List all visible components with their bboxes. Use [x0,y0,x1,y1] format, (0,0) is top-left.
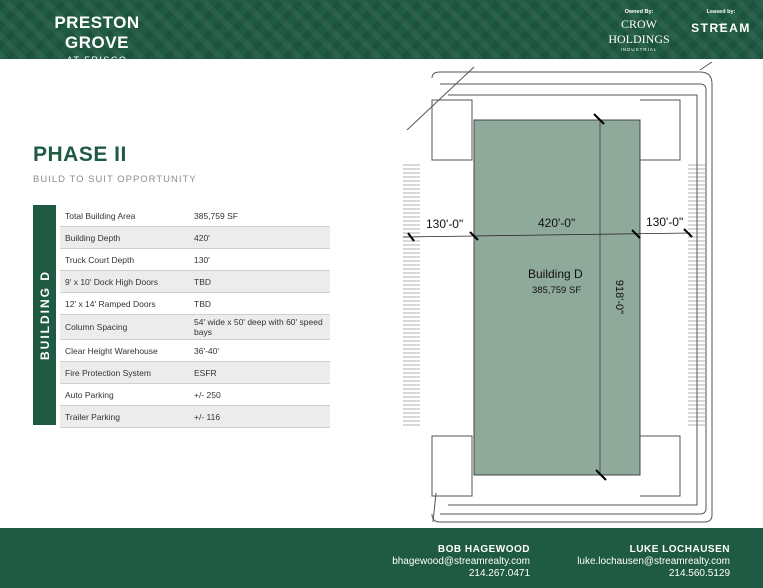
header-banner [0,0,763,65]
parking-island [432,100,472,160]
spec-label: Clear Height Warehouse [65,345,158,356]
logo-main-text: PRESTON GROVE [54,13,140,52]
contact-email-link[interactable]: luke.lochausen@streamrealty.com [577,556,730,567]
spec-row [60,362,330,384]
spec-row [60,406,330,428]
building-name-text: Building D [528,267,583,281]
spec-label: 12' x 14' Ramped Doors [65,298,156,309]
property-line [433,493,436,522]
spec-label: Trailer Parking [65,411,120,422]
trailer-parking-left [403,165,420,425]
preston-grove-logo [32,13,162,65]
spec-row [60,315,330,340]
contact-name: LUKE LOCHAUSEN [629,544,730,555]
parking-island [432,436,472,496]
leased-by-label: Leased by: [706,9,736,15]
dim-left-text: 130'-0" [426,217,464,231]
owned-by-label: Owned By: [624,9,654,15]
spec-table [60,205,330,428]
spec-value: 420' [194,232,210,243]
parking-island [640,100,680,160]
contact-email-link[interactable]: bhagewood@streamrealty.com [392,556,530,567]
spec-label: Auto Parking [65,389,114,400]
page-subtitle: BUILD TO SUIT OPPORTUNITY [33,174,197,185]
building-tab [33,205,56,425]
spec-label: Truck Court Depth [65,254,135,265]
spec-value: TBD [194,276,211,287]
leaser-logo [690,9,752,35]
spec-row [60,340,330,362]
spec-value: +/- 250 [194,389,221,400]
contact-phone[interactable]: 214.560.5129 [668,568,730,579]
spec-row [60,249,330,271]
spec-value: ESFR [194,367,217,378]
contact-name: BOB HAGEWOOD [437,544,530,555]
spec-value: 385,759 SF [194,210,238,221]
spec-value: +/- 116 [194,411,221,422]
footer-banner [0,528,763,588]
contact-card [577,544,730,579]
owner-name-line2: HOLDINGS [608,32,670,46]
spec-value: 130' [194,254,210,265]
building-area-text: 385,759 SF [532,285,582,296]
building-tab-label: BUILDING D [37,270,52,360]
contact-card [392,544,530,579]
spec-row [60,271,330,293]
page-title: PHASE II [33,143,127,166]
spec-label: 9' x 10' Dock High Doors [65,276,159,287]
owner-logo [606,9,672,52]
leaser-name: STREAM [691,21,751,35]
owner-sub: INDUSTRIAL [620,47,658,52]
spec-row [60,293,330,315]
spec-label: Column Spacing [65,322,128,332]
contact-phone[interactable]: 214.267.0471 [468,568,530,579]
dim-right-text: 130'-0" [646,215,684,229]
owner-name-line1: CROW [621,17,657,31]
property-line [700,62,712,70]
spec-row [60,205,330,227]
logo-sub-text: AT FRISCO [66,55,128,65]
dim-length-text: 918'-0" [613,279,625,315]
spec-label: Total Building Area [65,210,136,221]
property-line [407,67,474,130]
stream-arc-icon [717,24,726,28]
spec-value: 36'-40' [194,345,219,356]
spec-row [60,384,330,406]
spec-value: TBD [194,298,211,309]
spec-row [60,227,330,249]
spec-label: Fire Protection System [65,367,151,378]
site-plan [395,62,760,528]
parking-island [640,436,680,496]
spec-value: 54' wide x 50' deep with 60' speed bays [194,317,323,337]
spec-label: Building Depth [65,232,121,243]
dim-center-text: 420'-0" [538,216,576,230]
